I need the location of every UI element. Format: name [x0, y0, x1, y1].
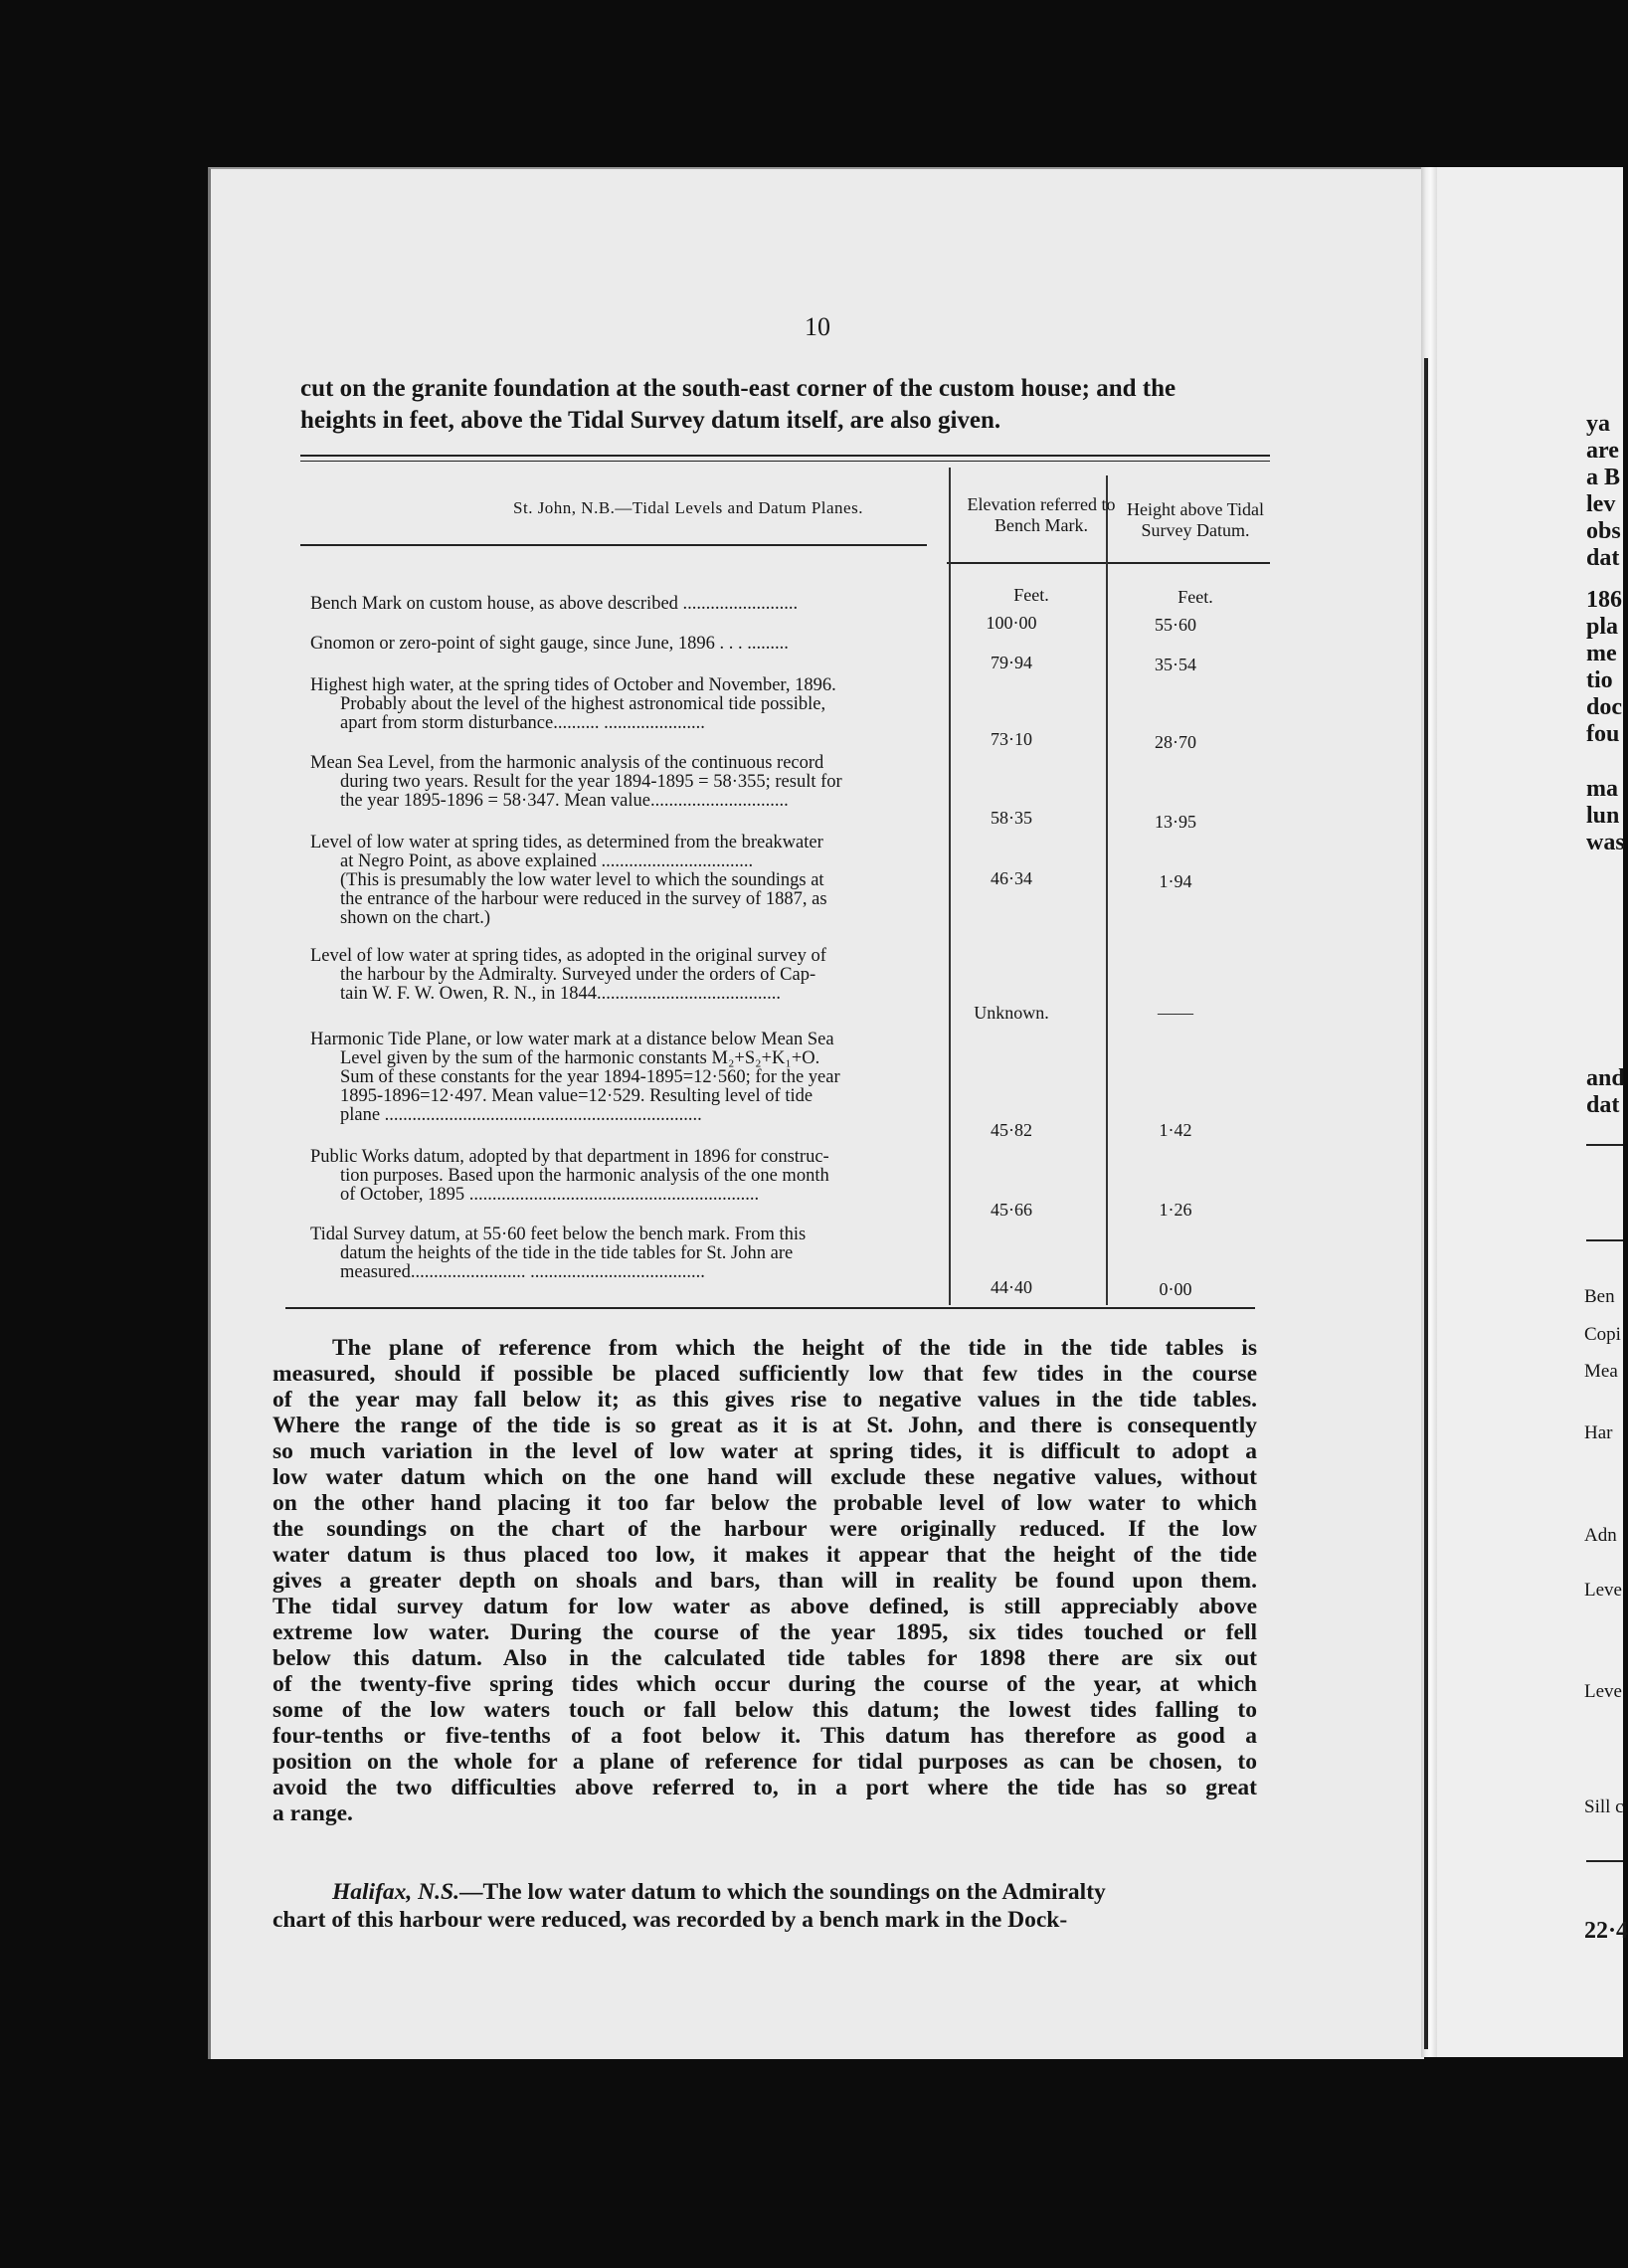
- height-value: 1·42: [1159, 1120, 1192, 1140]
- paragraph-line: on the other hand placing it too far below the probable level of low water to which: [272, 1490, 1257, 1516]
- facing-line: Ben: [1584, 1286, 1615, 1307]
- row-text: tain W. F. W. Owen, R. N., in 1844........................................: [340, 984, 782, 1004]
- paragraph-line: measured, should if possible be placed sufficiently low that few tides in the course: [272, 1361, 1257, 1387]
- height-value: ——: [1158, 1003, 1193, 1023]
- height-value: 0·00: [1159, 1279, 1192, 1299]
- paragraph-line: The plane of reference from which the height of the tide in the tide tables is: [332, 1335, 1257, 1361]
- facing-rule: [1586, 1239, 1623, 1241]
- elevation-value: 100·00: [986, 613, 1037, 633]
- row-text: 1895-1896=12·497. Mean value=12·529. Resulting level of tide: [340, 1086, 814, 1106]
- row-text: Harmonic Tide Plane, or low water mark at a distance below Mean Sea: [310, 1030, 834, 1049]
- row-text: Gnomon or zero-point of sight gauge, since June, 1896 . . . .........: [310, 634, 789, 654]
- facing-line: Mea: [1584, 1361, 1618, 1382]
- halifax-heading: Halifax, N.S.: [332, 1879, 459, 1905]
- paragraph-line: extreme low water. During the course of the year 1895, six tides touched or fell: [272, 1619, 1257, 1645]
- facing-rule: [1586, 1144, 1623, 1146]
- row-text: during two years. Result for the year 1894-1895 = 58·355; result for: [340, 772, 842, 792]
- facing-line: a B: [1586, 465, 1621, 490]
- facing-line: was: [1586, 830, 1625, 855]
- row-text: Level given by the sum of the harmonic constants M₂+S₂+K₁+O.: [340, 1048, 820, 1068]
- halifax-text: —The low water datum to which the soundings on the Admiralty: [458, 1879, 1106, 1905]
- paragraph-line: low water datum which on the one hand will exclude these negative values, without: [272, 1464, 1257, 1490]
- elevation-value: 73·10: [991, 729, 1032, 749]
- facing-line: Har: [1584, 1422, 1613, 1443]
- elevation-value: 58·35: [991, 808, 1032, 828]
- elevation-unit: Feet.: [1013, 585, 1049, 605]
- paragraph-line: The tidal survey datum for low water as above defined, is still appreciably above: [272, 1594, 1257, 1619]
- facing-line: Leve: [1584, 1580, 1622, 1601]
- paragraph-line: Where the range of the tide is so great as it is at St. John, and there is consequently: [272, 1413, 1257, 1438]
- table-row: [310, 1031, 1156, 1125]
- header-rule: [300, 544, 927, 546]
- paragraph-line: avoid the two difficulties above referred to, in a port where the tide has so great: [272, 1775, 1257, 1800]
- height-value: 1·94: [1159, 871, 1192, 891]
- paragraph-line: so much variation in the level of low water at spring tides, it is difficult to adopt a: [272, 1438, 1257, 1464]
- row-text: tion purposes. Based upon the harmonic analysis of the one month: [340, 1166, 829, 1186]
- facing-line: Adn: [1584, 1525, 1617, 1546]
- facing-line: and: [1586, 1065, 1625, 1091]
- paragraph-line: chart of this harbour were reduced, was recorded by a bench mark in the Dock-: [272, 1907, 1068, 1933]
- document-page: [208, 167, 1424, 2059]
- header-rule-right: [947, 562, 1270, 564]
- facing-page: [1437, 167, 1628, 2057]
- table-title: St. John, N.B.—Tidal Levels and Datum Planes.: [513, 498, 863, 517]
- height-column-header: Height above Tidal Survey Datum.: [1127, 499, 1264, 540]
- page-number: 10: [805, 312, 830, 341]
- row-text: shown on the chart.): [340, 908, 491, 928]
- height-unit: Feet.: [1177, 587, 1213, 607]
- elevation-value: 46·34: [991, 868, 1032, 888]
- facing-line: lun: [1586, 803, 1620, 829]
- facing-line: obs: [1586, 518, 1621, 544]
- table-row: [310, 635, 1156, 654]
- body-paragraph: [272, 1335, 1257, 1826]
- paragraph-line: a range.: [272, 1800, 353, 1826]
- facing-line: doc: [1586, 694, 1622, 720]
- height-value: 55·60: [1155, 615, 1196, 635]
- elevation-value: 79·94: [991, 653, 1032, 672]
- facing-line: Leve: [1584, 1681, 1622, 1702]
- row-text: Bench Mark on custom house, as above described .........................: [310, 594, 799, 614]
- row-text: the year 1895-1896 = 58·347. Mean value..............................: [340, 791, 789, 811]
- table-top-rule-2: [300, 461, 1270, 462]
- row-text: the entrance of the harbour were reduced in the survey of 1887, as: [340, 889, 827, 909]
- table-row: [310, 595, 1156, 614]
- paragraph-line: gives a greater depth on shoals and bars, than will in reality be found upon them.: [272, 1568, 1257, 1594]
- facing-line: 186: [1586, 587, 1622, 613]
- facing-line: dat: [1586, 1092, 1620, 1118]
- table-bottom-rule: [285, 1307, 1255, 1309]
- row-text: of October, 1895 ...............................................................: [340, 1185, 760, 1205]
- height-value: 28·70: [1155, 732, 1196, 752]
- facing-line: Copi: [1584, 1324, 1621, 1345]
- elevation-value: 45·66: [991, 1200, 1032, 1220]
- row-text: Level of low water at spring tides, as adopted in the original survey of: [310, 946, 826, 966]
- row-text: Tidal Survey datum, at 55·60 feet below the bench mark. From this: [310, 1225, 807, 1244]
- intro-line: heights in feet, above the Tidal Survey datum itself, are also given.: [300, 407, 1001, 434]
- intro-line: cut on the granite foundation at the south-east corner of the custom house; and the: [300, 375, 1176, 402]
- table-top-rule: [300, 455, 1270, 457]
- facing-line: dat: [1586, 545, 1620, 571]
- paragraph-line: four-tenths or five-tenths of a foot below it. This datum has therefore as good a: [272, 1723, 1257, 1749]
- facing-line: are: [1586, 438, 1619, 464]
- elevation-value: 44·40: [991, 1277, 1032, 1297]
- spine-edge: [1424, 358, 1428, 2049]
- paragraph-line: of the twenty-five spring tides which occur during the course of the year, at which: [272, 1671, 1257, 1697]
- paragraph-line: water datum is thus placed too low, it makes it appear that the height of the tide: [272, 1542, 1257, 1568]
- height-value: 35·54: [1155, 655, 1196, 674]
- row-text: Highest high water, at the spring tides of October and November, 1896.: [310, 675, 836, 695]
- facing-line: ma: [1586, 776, 1618, 802]
- facing-line: me: [1586, 641, 1617, 666]
- row-text: the harbour by the Admiralty. Surveyed under the orders of Cap-: [340, 965, 816, 985]
- elevation-column-header: Elevation referred to Bench Mark.: [967, 494, 1116, 535]
- row-text: at Negro Point, as above explained .................................: [340, 851, 754, 871]
- table-row: [310, 754, 1156, 811]
- facing-line: lev: [1586, 491, 1616, 517]
- row-text: Probably about the level of the highest astronomical tide possible,: [340, 694, 826, 714]
- row-text: measured......................... ......................................: [340, 1262, 705, 1282]
- table-row: [310, 1148, 1156, 1205]
- facing-line: ya: [1586, 411, 1610, 437]
- table-row: [310, 947, 1156, 1004]
- halifax-paragraph: [272, 1878, 1257, 1934]
- table-row: [310, 1226, 1156, 1282]
- elevation-value: Unknown.: [974, 1003, 1049, 1023]
- row-text: apart from storm disturbance.......... ......................: [340, 713, 705, 733]
- paragraph-line: position on the whole for a plane of reference for tidal purposes as can be chosen, to: [272, 1749, 1257, 1775]
- row-text: Public Works datum, adopted by that department in 1896 for construc-: [310, 1147, 829, 1167]
- facing-rule: [1586, 1860, 1623, 1862]
- paragraph-line: the soundings on the chart of the harbour were originally reduced. If the low: [272, 1516, 1257, 1542]
- paragraph-line: some of the low waters touch or fall below this datum; the lowest tides falling to: [272, 1697, 1257, 1723]
- row-text: Sum of these constants for the year 1894-1895=12·560; for the year: [340, 1067, 840, 1087]
- facing-line: Sill c: [1584, 1796, 1624, 1817]
- table-row: [310, 676, 1156, 733]
- row-text: plane .....................................................................: [340, 1105, 702, 1125]
- intro-text: [300, 373, 1275, 437]
- paragraph-line: [272, 1878, 1257, 1906]
- row-text: Mean Sea Level, from the harmonic analysis of the continuous record: [310, 753, 824, 773]
- row-text: Level of low water at spring tides, as determined from the breakwater: [310, 833, 823, 852]
- facing-line: 22·4: [1584, 1918, 1628, 1944]
- height-value: 1·26: [1159, 1200, 1192, 1220]
- facing-line: fou: [1586, 721, 1620, 747]
- paragraph-line: below this datum. Also in the calculated tide tables for 1898 there are six out: [272, 1645, 1257, 1671]
- paragraph-line: of the year may fall below it; as this gives rise to negative values in the tide tables.: [272, 1387, 1257, 1413]
- row-text: (This is presumably the low water level to which the soundings at: [340, 870, 824, 890]
- elevation-value: 45·82: [991, 1120, 1032, 1140]
- height-value: 13·95: [1155, 812, 1196, 832]
- row-text: datum the heights of the tide in the tide tables for St. John are: [340, 1243, 794, 1263]
- facing-line: pla: [1586, 614, 1619, 640]
- facing-line: tio: [1586, 667, 1613, 693]
